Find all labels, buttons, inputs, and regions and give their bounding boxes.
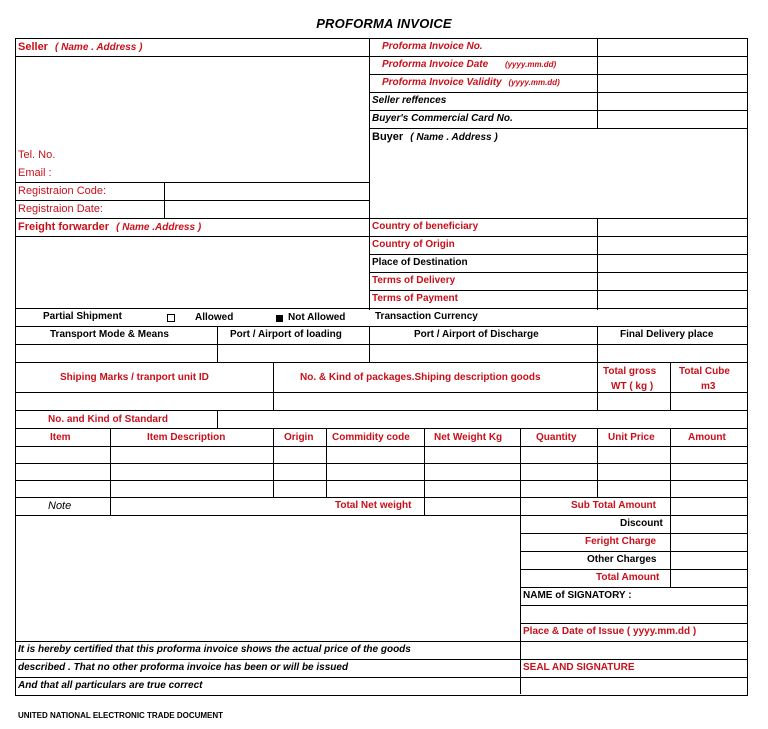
invoice-validity-label: Proforma Invoice Validity (yyyy.mm.dd) [382,77,560,88]
sub-total-label: Sub Total Amount [571,500,656,511]
place-date-label: Place & Date of Issue ( yyyy.mm.dd ) [523,626,697,637]
invoice-validity-format: (yyyy.mm.dd) [508,78,560,87]
country-origin-label: Country of Origin [372,239,455,250]
discharge-port-label: Port / Airport of Discharge [414,329,539,340]
col-quantity: Quantity [536,432,577,443]
shipping-marks-label: Shiping Marks / tranport unit ID [60,372,209,383]
not-allowed-checkbox[interactable] [276,315,283,322]
other-charges-label: Other Charges [587,554,657,565]
invoice-date-format: (yyyy.mm.dd) [504,60,557,69]
col-origin: Origin [284,432,314,443]
col-item: Item [50,432,71,443]
signatory-label: NAME of SIGNATORY : [523,590,632,601]
col-description: Item Description [147,432,226,443]
seller-refs-label: Seller reffences [372,95,447,106]
footer-text: UNITED NATIONAL ELECTRONIC TRADE DOCUMENT [18,711,224,720]
buyer-card-label: Buyer's Commercial Card No. [372,113,513,124]
seller-tel: Tel. No. [18,149,56,161]
currency-label: Transaction Currency [375,311,478,322]
partial-shipment-label: Partial Shipment [43,311,122,322]
invoice-number-label: Proforma Invoice No. [382,41,483,52]
loading-port-label: Port / Airport of loading [230,329,342,340]
final-delivery-label: Final Delivery place [620,329,714,340]
not-allowed-label: Not Allowed [288,312,346,323]
certification-line-3: And that all particulars are true correct [18,680,203,691]
col-commodity: Commidity code [332,432,410,443]
seller-name-address: ( Name . Address ) [55,42,143,53]
buyer-name-address: ( Name . Address ) [410,132,498,143]
buyer-label: Buyer ( Name . Address ) [372,131,498,143]
seller-label: Seller ( Name . Address ) [18,41,143,53]
freight-name-address: ( Name .Address ) [116,222,202,233]
standard-label: No. and Kind of Standard [48,414,168,425]
total-amount-label: Total Amount [596,572,660,583]
col-unit-price: Unit Price [608,432,655,443]
allowed-checkbox[interactable] [167,314,175,322]
allowed-label: Allowed [195,312,234,323]
gross-weight-label-1: Total gross [603,366,657,377]
certification-line-2: described . That no other proforma invoice has been or will be issued [18,662,349,673]
terms-payment-label: Terms of Payment [372,293,458,304]
note-label: Note [48,500,72,512]
transport-mode-label: Transport Mode & Means [50,329,169,340]
seal-label: SEAL AND SIGNATURE [523,662,635,673]
seller-reg-code: Registraion Code: [18,185,107,197]
col-net-weight: Net Weight Kg [434,432,503,443]
freight-charge-label: Feright Charge [585,536,657,547]
page-title: PROFORMA INVOICE [316,16,452,31]
packages-label: No. & Kind of packages.Shiping description goods [300,372,541,383]
gross-weight-label-2: WT ( kg ) [611,381,654,392]
invoice-date-label: Proforma Invoice Date (yyyy.mm.dd) [382,59,557,70]
total-cube-label-1: Total Cube [679,366,730,377]
total-net-weight-label: Total Net weight [335,500,412,511]
col-amount: Amount [688,432,726,443]
terms-delivery-label: Terms of Delivery [372,275,456,286]
freight-label: Freight forwarder ( Name .Address ) [18,221,202,233]
certification-line-1: It is hereby certified that this proforma invoice shows the actual price of the goods [18,644,411,655]
total-cube-label-2: m3 [701,381,716,392]
discount-label: Discount [620,518,663,529]
destination-label: Place of Destination [372,257,468,268]
country-beneficiary-label: Country of beneficiary [372,221,479,232]
seller-reg-date: Registraion Date: [18,203,103,215]
seller-email: Email : [18,167,52,179]
